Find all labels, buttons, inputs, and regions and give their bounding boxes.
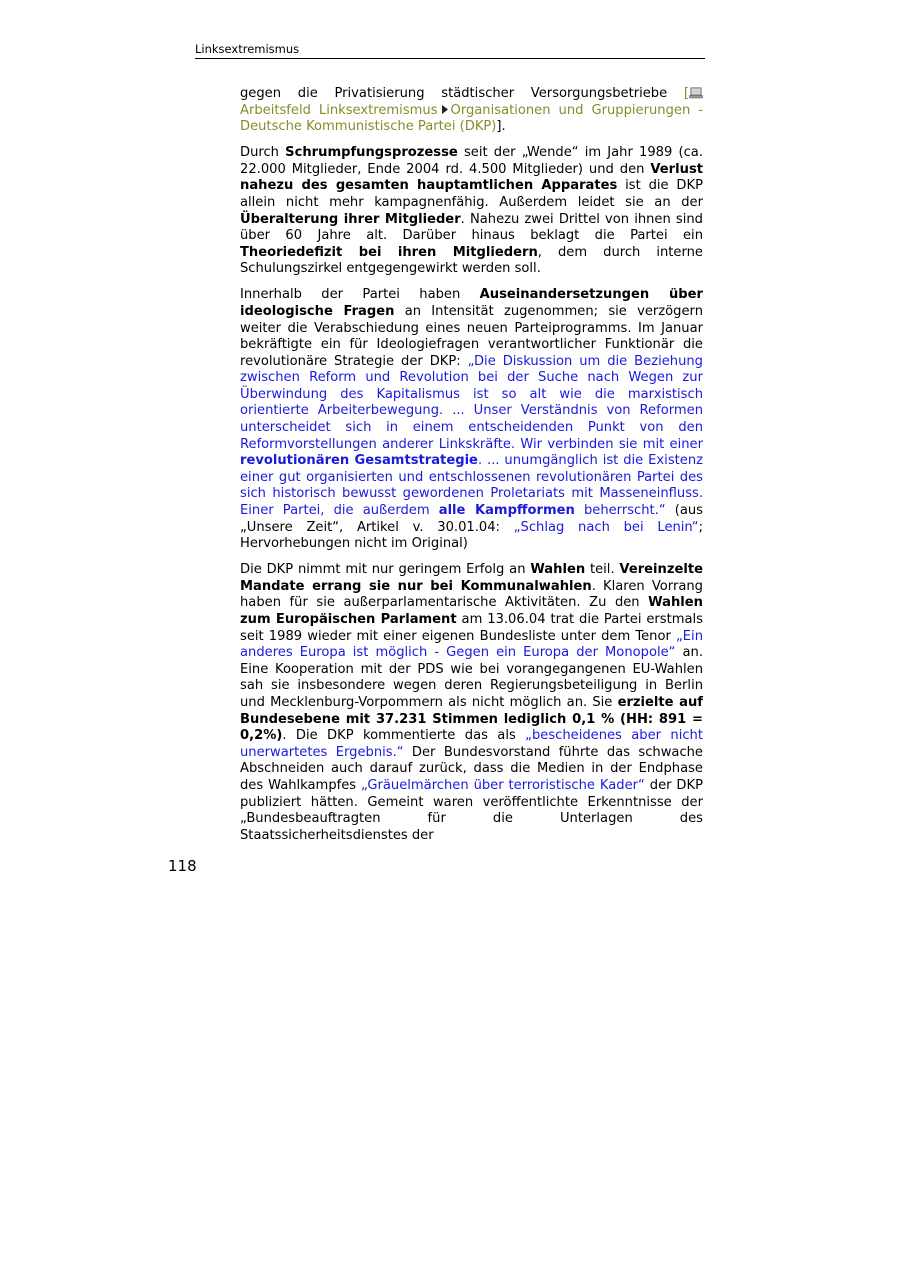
- header-title: Linksextremismus: [195, 42, 300, 56]
- bold-text: Theoriedefizit bei ihren Mitgliedern: [240, 244, 538, 260]
- book-icon: [689, 87, 703, 99]
- bold-text: Wahlen zum Europäischen Parlament: [240, 595, 703, 627]
- bold-text: Verlust nahezu des gesamten hauptamtlichen Apparates: [240, 161, 703, 194]
- paragraph-wahlen: [240, 562, 703, 844]
- text-run: (aus „Unsere Zeit“, Artikel v. 30.01.04:: [240, 503, 703, 535]
- arrow-right-icon: [442, 105, 448, 114]
- paragraph-schrumpfung: [240, 145, 703, 278]
- quote-text: „Die Diskussion um die Beziehung zwischen Reform und Revolution bei der Suche nach Wegen zur Überwindung des Kapitalismus ist so alt wie die marxistisch orientierte Arbeiterbewegung. ... Unser Verständnis von Reformen unterscheidet sich in einem entscheidenden Punkt von den Reformvorstellungen anderer Linkskräfte. Wir verbinden sie mit einer: [240, 353, 703, 452]
- text-run: Die DKP nimmt mit nur geringem Erfolg an: [240, 562, 531, 578]
- reference-text: Arbeitsfeld Linksextremismus: [240, 102, 438, 118]
- text-run: ist die DKP allein nicht mehr kampagnenfähig. Außerdem leidet sie an der: [240, 178, 704, 210]
- page-number: 118: [168, 857, 197, 875]
- bold-text: Wahlen: [530, 562, 586, 578]
- text-run: Der Bundesvorstand führte das schwache Abschneiden auch darauf zurück, dass die Medien in der Endphase des Wahlkampfes: [240, 744, 703, 793]
- quote-bold-text: revolutionären Gesamtstrategie: [240, 453, 478, 469]
- text-run: seit der „Wende“ im Jahr 1989 (ca. 22.000 Mitglieder, Ende 2004 rd. 4.500 Mitglieder) und den: [240, 145, 703, 177]
- quote-text: . ... unumgänglich ist die Existenz einer gut organisierten und entschlossenen revolutionären Partei des sich historisch bewusst gewordenen Proletariats mit Masseneinfluss. Einer Partei, die außerdem: [240, 453, 703, 519]
- text-run: Durch: [240, 145, 286, 161]
- text-run: , dem durch interne Schulungszirkel entgegengewirkt werden soll.: [240, 244, 703, 277]
- text-run: gegen die Privatisierung städtischer Versorgungsbetriebe: [240, 86, 684, 101]
- text-run: teil.: [585, 562, 620, 578]
- text-run: . Die DKP kommentierte das als: [282, 728, 526, 744]
- quote-text: beherrscht.“: [574, 503, 666, 519]
- quotation: „Ein anderes Europa ist möglich - Gegen ein Europa der Monopole“: [240, 628, 703, 661]
- quotation: „Gräuelmärchen über terroristische Kader“: [361, 777, 645, 793]
- quotation-title: „Schlag nach bei Lenin“: [513, 519, 699, 535]
- bold-text: erzielte auf Bundesebene mit 37.231 Stimmen lediglich 0,1 % (HH: 891 = 0,2%): [240, 694, 703, 744]
- body-text: [240, 86, 703, 854]
- text-run: Innerhalb der Partei haben: [240, 287, 480, 303]
- bracket: [: [683, 86, 689, 101]
- text-run: ; Hervorhebungen nicht im Original): [240, 519, 703, 552]
- bold-text: Vereinzelte Mandate errang sie nur bei Kommunalwahlen: [240, 562, 703, 594]
- paragraph-privatisierung: [240, 86, 703, 136]
- quote-bold-text: alle Kampfformen: [438, 503, 575, 519]
- bold-text: Schrumpfungsprozesse: [285, 145, 458, 161]
- text-run: am 13.06.04 trat die Partei erstmals seit 1989 wieder mit einer eigenen Bundesliste unter dem Tenor: [240, 611, 704, 644]
- text-run: der DKP publiziert hätten. Gemeint waren veröffentlichte Erkenntnisse der „Bundesbeauftragten für die Unterlagen des Staatssicherheitsdienstes der: [240, 777, 703, 843]
- bold-text: Überalterung ihrer Mitglieder: [240, 211, 461, 227]
- text-run: . Nahezu zwei Drittel von ihnen sind über 60 Jahre alt. Darüber hinaus beklagt die Partei ein: [240, 211, 703, 244]
- text-run: an. Eine Kooperation mit der PDS wie bei vorangegangenen EU-Wahlen sah sie insbesondere wegen deren Regierungsbeteiligung in Berlin und Mecklenburg-Vorpommern als nicht möglich an. Sie: [240, 645, 703, 710]
- running-header: [195, 41, 705, 59]
- reference-text: Organisationen und Gruppierungen - Deutsche Kommunistische Partei (DKP): [240, 102, 703, 135]
- quotation: [240, 354, 703, 518]
- bracket: ].: [496, 119, 506, 135]
- bold-text: Auseinandersetzungen über ideologische Fragen: [240, 287, 704, 319]
- paragraph-ideologie: [240, 287, 703, 553]
- text-run: an Intensität zugenommen; sie verzögern weiter die Verabschiedung eines neuen Parteiprogramms. Im Januar bekräftigte ein für Ideologiefragen verantwortlicher Funktionär die revolutionäre Strategie der DKP:: [240, 303, 703, 369]
- quotation: „bescheidenes aber nicht unerwartetes Ergebnis.“: [240, 728, 703, 760]
- text-run: . Klaren Vorrang haben für sie außerparlamentarische Aktivitäten. Zu den: [240, 578, 703, 611]
